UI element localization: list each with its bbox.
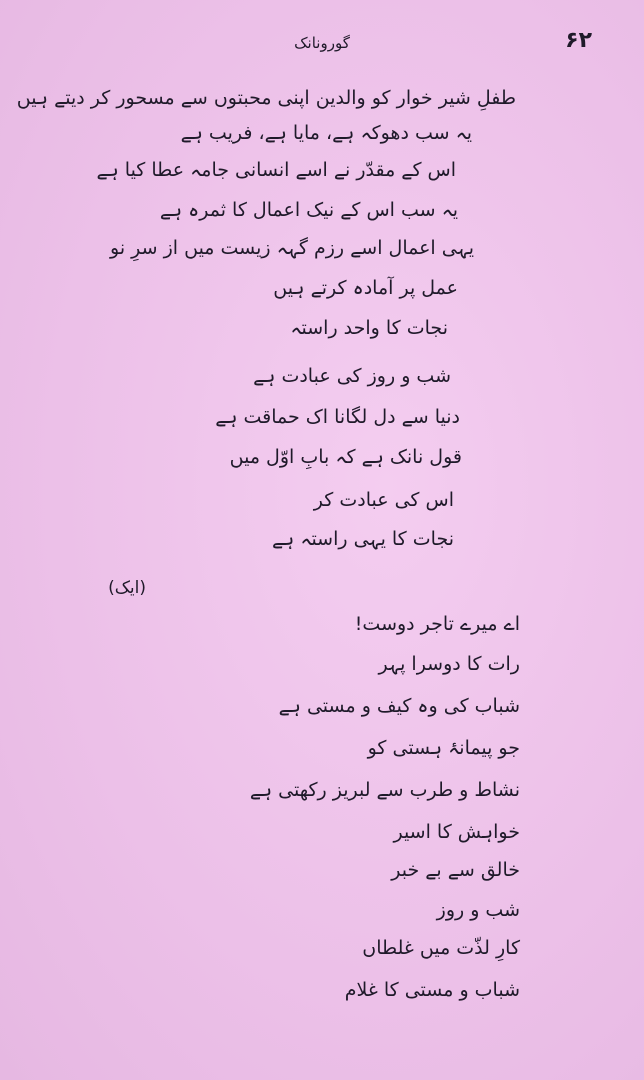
poem-line: خواہش کا اسیر	[393, 821, 520, 843]
poem-line: دنیا سے دل لگانا اک حماقت ہے	[215, 406, 460, 428]
poem-line: خالق سے بے خبر	[391, 859, 520, 881]
page-number: ۶۲	[565, 28, 592, 53]
poem-line: یہ سب دھوکہ ہے، مایا ہے، فریب ہے	[180, 122, 472, 144]
poem-line: جو پیمانۂ ہستی کو	[367, 737, 520, 759]
poem-line: نجات کا واحد راستہ	[290, 317, 448, 339]
poem-line: اس کے مقدّر نے اسے انسانی جامہ عطا کیا ہے	[96, 159, 456, 181]
poem-line: نجات کا یہی راستہ ہے	[272, 528, 454, 550]
poem-line: قول نانک ہے کہ بابِ اوّل میں	[229, 446, 462, 468]
poem-line: رات کا دوسرا پہر	[378, 653, 520, 675]
poem-line: یہی اعمال اسے رزم گہہ زیست میں از سرِ نو	[110, 237, 474, 259]
poem-line: اس کی عبادت کر	[313, 489, 454, 511]
running-header: گورونانک	[294, 34, 350, 52]
section-label: (ایک)	[108, 578, 146, 598]
poem-line: یہ سب اس کے نیک اعمال کا ثمرہ ہے	[159, 199, 458, 221]
poem-line: اے میرے تاجر دوست!	[354, 613, 520, 635]
poem-line: کارِ لذّت میں غلطاں	[362, 937, 520, 959]
poem-line: شب و روز	[436, 899, 520, 921]
poem-line: شب و روز کی عبادت ہے	[253, 365, 451, 387]
poem-line: طفلِ شیر خوار کو والدین اپنی محبتوں سے مسحور کر دیتے ہیں	[16, 87, 516, 109]
poem-line: نشاط و طرب سے لبریز رکھتی ہے	[249, 779, 520, 801]
poem-line: عمل پر آمادہ کرتے ہیں	[273, 277, 458, 299]
poem-line: شباب و مستی کا غلام	[344, 979, 520, 1001]
poem-line: شباب کی وہ کیف و مستی ہے	[278, 695, 520, 717]
